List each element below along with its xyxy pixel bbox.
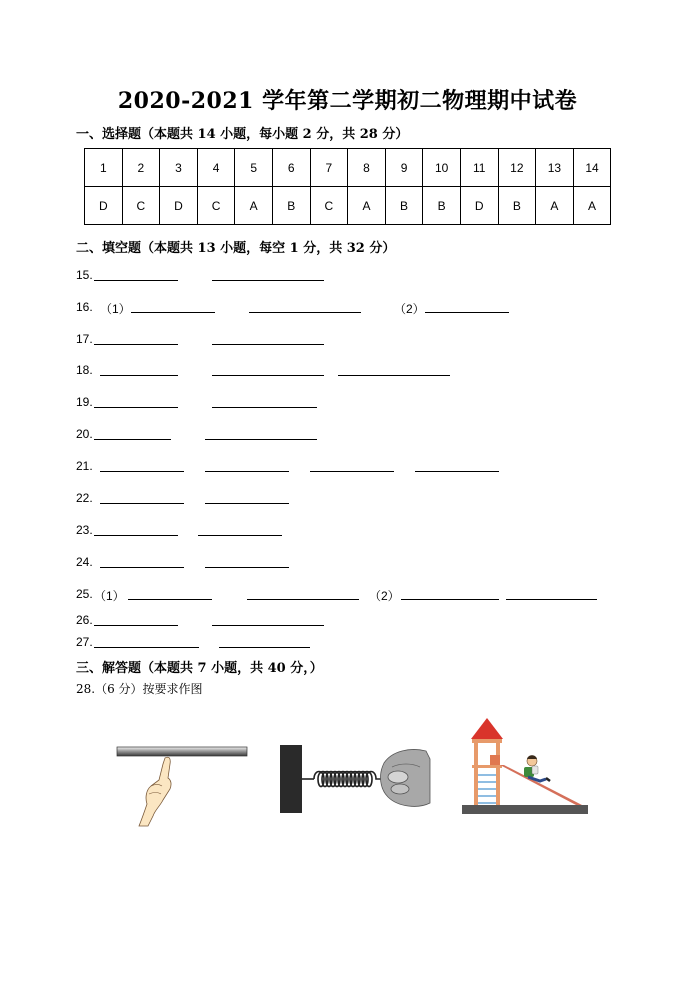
table-cell: 14 (573, 149, 611, 187)
table-cell: 13 (536, 149, 574, 187)
section-3-heading: 三、解答题（本题共 7 小题，共 40 分，） (76, 661, 323, 676)
table-cell: A (235, 187, 273, 225)
table-cell: 5 (235, 149, 273, 187)
sub-label: （2） (394, 302, 425, 316)
answer-blank[interactable] (401, 599, 499, 600)
answer-blank[interactable] (338, 375, 450, 376)
answer-blank[interactable] (506, 599, 597, 600)
wall-block (280, 745, 302, 813)
table-cell: 7 (310, 149, 348, 187)
answer-blank[interactable] (249, 312, 361, 313)
answer-blank[interactable] (205, 503, 289, 504)
ground-strip (462, 805, 588, 814)
table-cell: 6 (272, 149, 310, 187)
sub-label: （1） (94, 589, 125, 603)
hand-icon (381, 750, 430, 807)
answer-blank[interactable] (100, 375, 178, 376)
question-number: 27. (76, 635, 93, 649)
question-number: 17. (76, 332, 93, 346)
answer-blank[interactable] (425, 312, 509, 313)
table-cell: 11 (460, 149, 498, 187)
spring-figure (280, 745, 432, 813)
table-cell: 4 (197, 149, 235, 187)
child-icon (524, 755, 550, 781)
question-28-prompt: 28.（6 分）按要求作图 (76, 682, 203, 696)
question-15 (76, 268, 636, 286)
table-cell: C (310, 187, 348, 225)
question-25 (76, 587, 636, 605)
answer-blank[interactable] (131, 312, 215, 313)
slide-figure (460, 715, 590, 820)
spring-icon (302, 772, 388, 787)
answer-blank[interactable] (205, 439, 317, 440)
hand-icon (139, 757, 171, 826)
sub-label: （1） (100, 302, 131, 316)
question-number: 22. (76, 491, 93, 505)
table-cell: B (272, 187, 310, 225)
question-26 (76, 613, 636, 631)
answer-blank[interactable] (205, 567, 289, 568)
question-16 (76, 300, 636, 318)
answer-blank[interactable] (100, 471, 184, 472)
section-2-heading: 二、填空题（本题共 13 小题，每空 1 分，共 32 分） (76, 241, 396, 256)
sub-label: （2） (369, 589, 400, 603)
question-number: 25. (76, 587, 93, 601)
question-number: 23. (76, 523, 93, 537)
question-number: 24. (76, 555, 93, 569)
horizontal-rod (117, 747, 247, 756)
answer-blank[interactable] (205, 471, 289, 472)
section-1-heading: 一、选择题（本题共 14 小题，每小题 2 分，共 28 分） (76, 127, 409, 142)
question-22 (76, 491, 636, 509)
table-cell: B (423, 187, 461, 225)
answer-table (84, 148, 611, 225)
answer-blank[interactable] (212, 280, 324, 281)
table-cell: 8 (348, 149, 386, 187)
question-19 (76, 395, 636, 413)
page-title: 2020-2021 学年第二学期初二物理期中试卷 (117, 88, 578, 114)
table-cell: A (348, 187, 386, 225)
question-21 (76, 459, 636, 477)
question-20 (76, 427, 636, 445)
question-17 (76, 332, 636, 350)
table-cell: C (122, 187, 160, 225)
answer-blank[interactable] (212, 407, 317, 408)
table-cell: C (197, 187, 235, 225)
answer-blank[interactable] (94, 535, 178, 536)
answer-blank[interactable] (198, 535, 282, 536)
table-cell: A (536, 187, 574, 225)
question-number: 19. (76, 395, 93, 409)
question-number: 20. (76, 427, 93, 441)
table-cell: 1 (85, 149, 123, 187)
question-number: 15. (76, 268, 93, 282)
table-cell: D (460, 187, 498, 225)
slide-ramp (500, 765, 582, 805)
answer-blank[interactable] (212, 344, 324, 345)
answer-blank[interactable] (212, 625, 324, 626)
table-cell: A (573, 187, 611, 225)
table-cell: 2 (122, 149, 160, 187)
answer-blank[interactable] (100, 503, 184, 504)
question-number: 16. (76, 300, 93, 314)
answer-blank[interactable] (94, 407, 178, 408)
answer-table-answer-row (85, 187, 611, 225)
table-cell: B (385, 187, 423, 225)
table-cell: 9 (385, 149, 423, 187)
answer-blank[interactable] (94, 439, 171, 440)
table-cell: D (160, 187, 198, 225)
answer-blank[interactable] (94, 625, 178, 626)
answer-table-number-row (85, 149, 611, 187)
question-18 (76, 363, 636, 381)
question-number: 26. (76, 613, 93, 627)
answer-blank[interactable] (100, 567, 184, 568)
answer-blank[interactable] (219, 647, 310, 648)
table-cell: B (498, 187, 536, 225)
answer-blank[interactable] (212, 375, 324, 376)
question-23 (76, 523, 636, 541)
answer-blank[interactable] (128, 599, 212, 600)
table-cell: 3 (160, 149, 198, 187)
answer-blank[interactable] (415, 471, 499, 472)
table-cell: 10 (423, 149, 461, 187)
table-cell: 12 (498, 149, 536, 187)
slide-tower (471, 718, 503, 805)
answer-blank[interactable] (94, 280, 178, 281)
question-24 (76, 555, 636, 573)
answer-blank[interactable] (247, 599, 359, 600)
table-cell: D (85, 187, 123, 225)
rod-hand-figure (115, 740, 250, 828)
answer-blank[interactable] (310, 471, 394, 472)
answer-blank[interactable] (94, 344, 178, 345)
question-number: 18. (76, 363, 93, 377)
answer-blank[interactable] (94, 647, 199, 648)
question-27 (76, 635, 636, 653)
question-number: 21. (76, 459, 93, 473)
